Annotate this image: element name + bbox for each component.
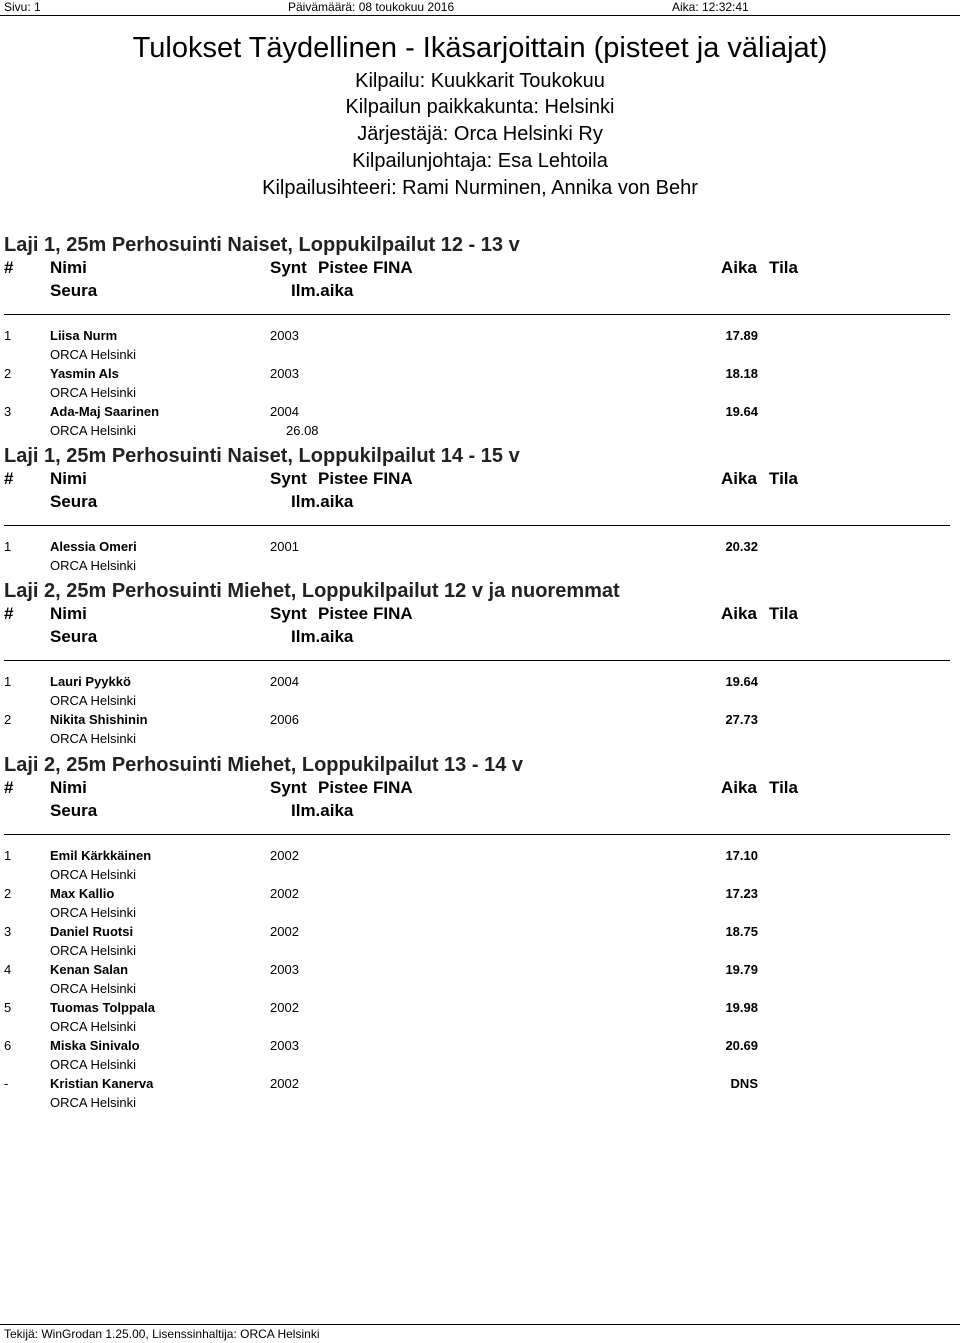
birth-year: 2003	[270, 366, 299, 381]
column-header-rank: #	[4, 469, 14, 488]
column-header-entry: Ilm.aika	[291, 801, 354, 820]
birth-year: 2003	[270, 962, 299, 977]
birth-year: 2004	[270, 404, 299, 419]
swimmer-name: Emil Kärkkäinen	[50, 848, 152, 863]
page-number: Sivu: 1	[4, 0, 41, 14]
birth-year: 2003	[270, 1038, 299, 1053]
organizer: Järjestäjä: Orca Helsinki Ry	[357, 123, 603, 145]
result-time: 19.64	[725, 674, 758, 689]
birth-year: 2002	[270, 848, 299, 863]
swimmer-club: ORCA Helsinki	[50, 981, 136, 996]
swimmer-name: Max Kallio	[50, 886, 115, 901]
column-header-club: Seura	[50, 281, 98, 300]
competition-secretary: Kilpailusihteeri: Rami Nurminen, Annika von Behr	[262, 177, 698, 199]
column-header-divider	[4, 834, 950, 835]
swimmer-name: Kristian Kanerva	[50, 1076, 154, 1091]
column-header-divider	[4, 660, 950, 661]
swimmer-club: ORCA Helsinki	[50, 943, 136, 958]
column-header-rank: #	[4, 258, 14, 277]
column-header-status: Tila	[769, 258, 798, 277]
column-header-points: Pistee	[318, 604, 369, 623]
column-header-born: Synt	[270, 604, 307, 623]
swimmer-club: ORCA Helsinki	[50, 1019, 136, 1034]
swimmer-name: Nikita Shishinin	[50, 712, 148, 727]
result-time: 19.79	[725, 962, 758, 977]
result-rank: 2	[4, 366, 12, 381]
event-title: Laji 2, 25m Perhosuinti Miehet, Loppukilpailut 12 v ja nuoremmat	[4, 580, 620, 602]
result-rank: 3	[4, 404, 12, 419]
column-header-name: Nimi	[50, 604, 87, 623]
swimmer-name: Daniel Ruotsi	[50, 924, 134, 939]
column-header-fina: FINA	[373, 469, 413, 488]
column-header-rank: #	[4, 778, 14, 797]
column-header-club: Seura	[50, 801, 98, 820]
event-title: Laji 1, 25m Perhosuinti Naiset, Loppukilpailut 14 - 15 v	[4, 445, 520, 467]
result-rank: 2	[4, 712, 12, 727]
column-header-time: Aika	[721, 604, 757, 623]
column-header-entry: Ilm.aika	[291, 492, 354, 511]
event-title: Laji 1, 25m Perhosuinti Naiset, Loppukilpailut 12 - 13 v	[4, 234, 520, 256]
column-header-born: Synt	[270, 778, 307, 797]
result-time: 18.75	[725, 924, 758, 939]
competition-name: Kilpailu: Kuukkarit Toukokuu	[355, 70, 605, 92]
column-header-name: Nimi	[50, 258, 87, 277]
column-header-club: Seura	[50, 627, 98, 646]
result-rank: 1	[4, 328, 12, 343]
result-time: DNS	[730, 1076, 758, 1091]
column-header-points: Pistee	[318, 778, 369, 797]
column-header-time: Aika	[721, 778, 757, 797]
birth-year: 2003	[270, 328, 299, 343]
result-rank: 6	[4, 1038, 12, 1053]
document-title: Tulokset Täydellinen - Ikäsarjoittain (pisteet ja väliajat)	[132, 32, 828, 64]
column-header-entry: Ilm.aika	[291, 627, 354, 646]
swimmer-club: ORCA Helsinki	[50, 905, 136, 920]
swimmer-club: ORCA Helsinki	[50, 558, 136, 573]
column-header-rank: #	[4, 604, 14, 623]
birth-year: 2002	[270, 1000, 299, 1015]
swimmer-name: Liisa Nurm	[50, 328, 118, 343]
swimmer-name: Lauri Pyykkö	[50, 674, 131, 689]
swimmer-club: ORCA Helsinki	[50, 731, 136, 746]
swimmer-name: Yasmin Als	[50, 366, 119, 381]
birth-year: 2004	[270, 674, 299, 689]
column-header-born: Synt	[270, 469, 307, 488]
column-header-entry: Ilm.aika	[291, 281, 354, 300]
swimmer-name: Ada-Maj Saarinen	[50, 404, 160, 419]
result-rank: 3	[4, 924, 12, 939]
swimmer-club: ORCA Helsinki	[50, 693, 136, 708]
swimmer-name: Tuomas Tolppala	[50, 1000, 155, 1015]
result-time: 17.10	[725, 848, 758, 863]
column-header-born: Synt	[270, 258, 307, 277]
column-header-club: Seura	[50, 492, 98, 511]
birth-year: 2006	[270, 712, 299, 727]
swimmer-name: Kenan Salan	[50, 962, 129, 977]
page-header	[0, 0, 960, 16]
competition-director: Kilpailunjohtaja: Esa Lehtoila	[352, 150, 608, 172]
column-header-fina: FINA	[373, 604, 413, 623]
result-time: 19.64	[725, 404, 758, 419]
result-time: 20.32	[725, 539, 758, 554]
result-rank: 1	[4, 539, 12, 554]
birth-year: 2002	[270, 924, 299, 939]
swimmer-club: ORCA Helsinki	[50, 423, 136, 438]
header-divider	[0, 15, 960, 16]
result-rank: 1	[4, 848, 12, 863]
column-header-status: Tila	[769, 778, 798, 797]
column-header-status: Tila	[769, 604, 798, 623]
result-rank: -	[4, 1076, 9, 1091]
column-header-points: Pistee	[318, 469, 369, 488]
footer-divider	[0, 1324, 960, 1325]
competition-location: Kilpailun paikkakunta: Helsinki	[345, 96, 615, 118]
column-header-status: Tila	[769, 469, 798, 488]
result-rank: 2	[4, 886, 12, 901]
result-time: 17.89	[725, 328, 758, 343]
event-title: Laji 2, 25m Perhosuinti Miehet, Loppukilpailut 13 - 14 v	[4, 754, 524, 776]
result-time: 27.73	[725, 712, 758, 727]
swimmer-club: ORCA Helsinki	[50, 1095, 136, 1110]
result-rank: 1	[4, 674, 12, 689]
column-header-points: Pistee	[318, 258, 369, 277]
birth-year: 2001	[270, 539, 299, 554]
result-time: 18.18	[725, 366, 758, 381]
column-header-divider	[4, 525, 950, 526]
result-time: 19.98	[725, 1000, 758, 1015]
entry-time: 26.08	[286, 423, 319, 438]
column-header-name: Nimi	[50, 469, 87, 488]
column-header-divider	[4, 314, 950, 315]
column-header-time: Aika	[721, 469, 757, 488]
result-rank: 5	[4, 1000, 12, 1015]
swimmer-club: ORCA Helsinki	[50, 867, 136, 882]
birth-year: 2002	[270, 1076, 299, 1091]
result-time: 20.69	[725, 1038, 758, 1053]
column-header-name: Nimi	[50, 778, 87, 797]
swimmer-club: ORCA Helsinki	[50, 385, 136, 400]
swimmer-name: Alessia Omeri	[50, 539, 137, 554]
result-rank: 4	[4, 962, 12, 977]
swimmer-club: ORCA Helsinki	[50, 347, 136, 362]
birth-year: 2002	[270, 886, 299, 901]
column-header-fina: FINA	[373, 258, 413, 277]
print-time: Aika: 12:32:41	[672, 0, 749, 14]
swimmer-club: ORCA Helsinki	[50, 1057, 136, 1072]
print-date: Päivämäärä: 08 toukokuu 2016	[288, 0, 455, 14]
result-time: 17.23	[725, 886, 758, 901]
column-header-fina: FINA	[373, 778, 413, 797]
software-footer: Tekijä: WinGrodan 1.25.00, Lisenssinhaltija: ORCA Helsinki	[4, 1327, 320, 1341]
swimmer-name: Miska Sinivalo	[50, 1038, 140, 1053]
column-header-time: Aika	[721, 258, 757, 277]
